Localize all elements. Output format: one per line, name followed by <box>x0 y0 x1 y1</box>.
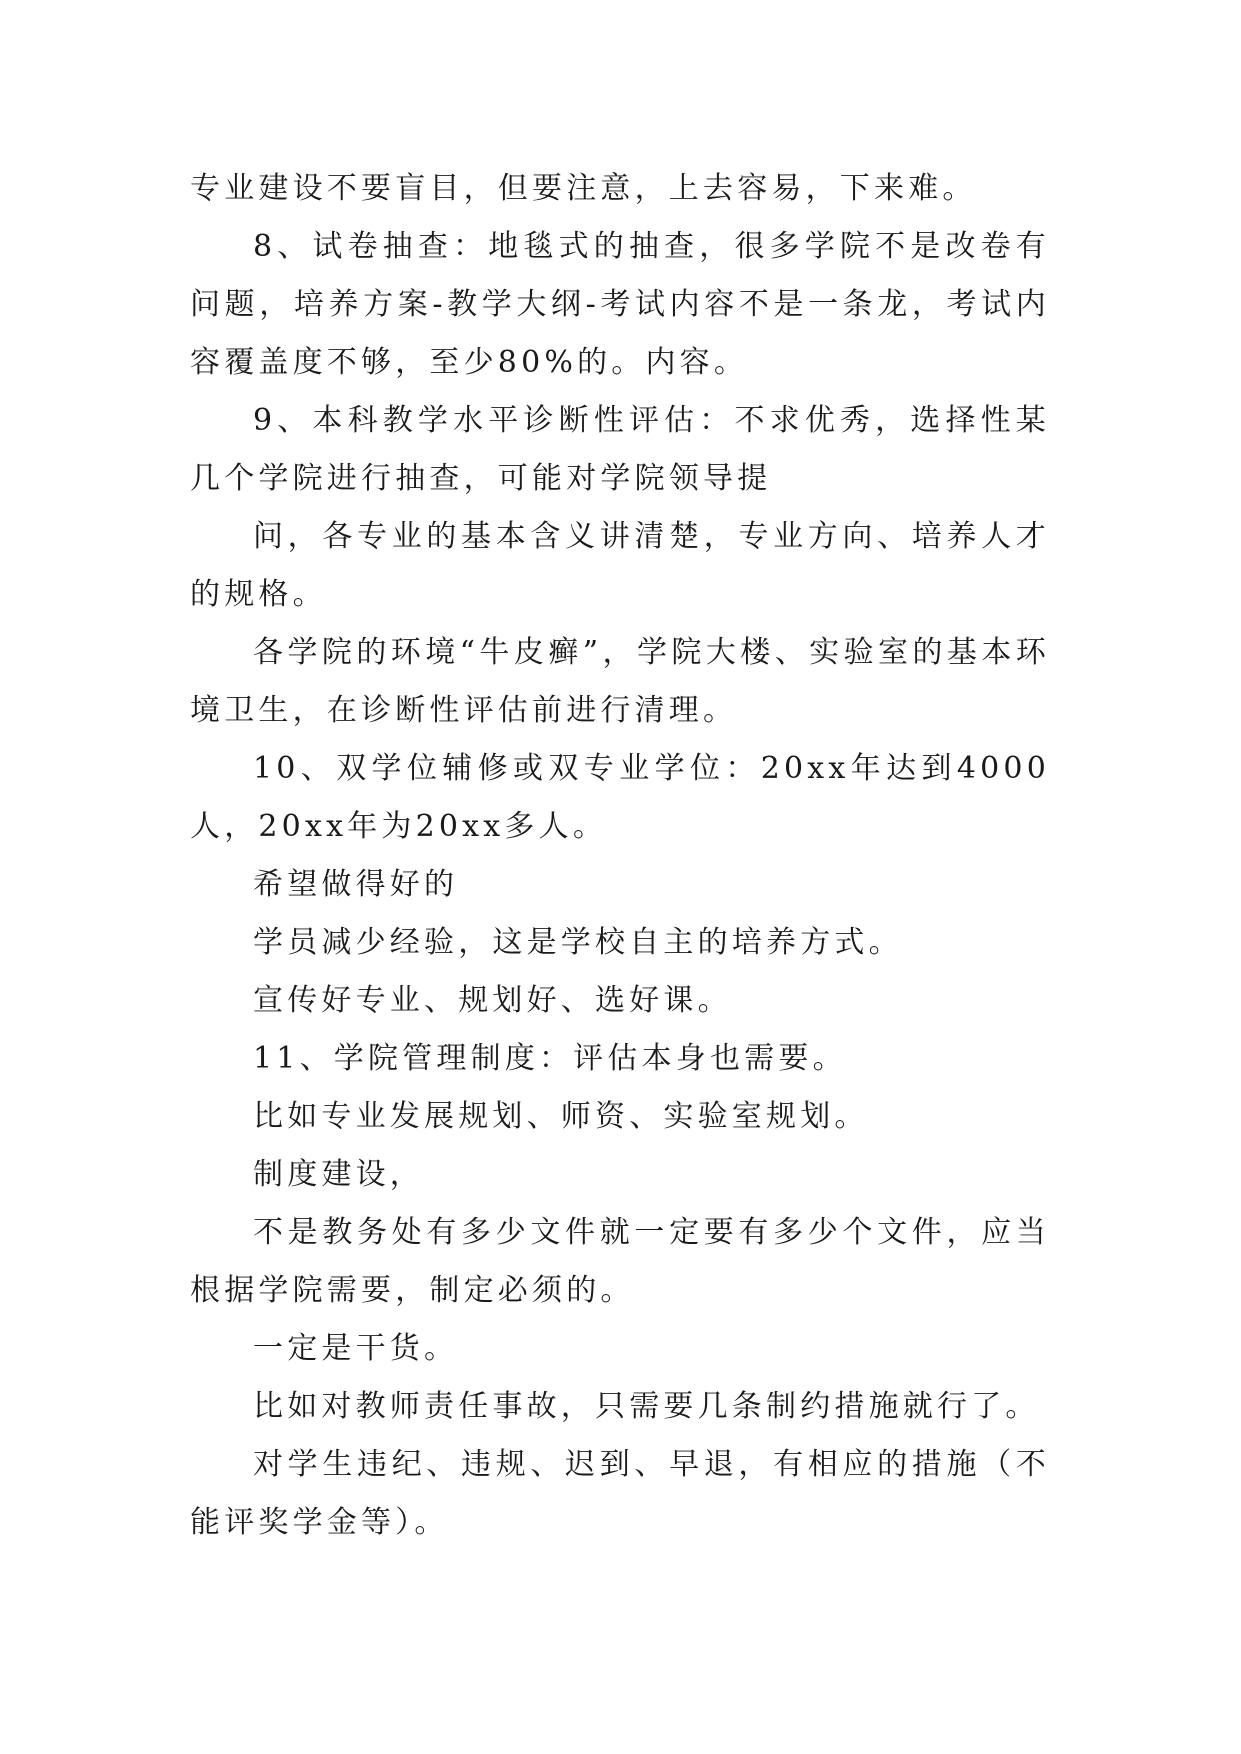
paragraph: 专业建设不要盲目，但要注意，上去容易，下来难。 <box>190 171 977 206</box>
paragraph: 问，各专业的基本含义讲清楚，专业方向、培养人才的规格。 <box>190 519 1050 612</box>
paragraph: 比如专业发展规划、师资、实验室规划。 <box>253 1099 869 1134</box>
paragraph: 11、学院管理制度：评估本身也需要。 <box>253 1041 847 1076</box>
paragraph: 各学院的环境“牛皮癣”，学院大楼、实验室的基本环境卫生，在诊断性评估前进行清理。 <box>190 635 1050 728</box>
document-body <box>190 160 1050 1552</box>
paragraph: 8、试卷抽查：地毯式的抽查，很多学院不是改卷有问题，培养方案-教学大纲-考试内容不是一条龙，考试内容覆盖度不够，至少80%的。内容。 <box>190 229 1050 380</box>
paragraph: 10、双学位辅修或双专业学位：20xx年达到4000人，20xx年为20xx多人。 <box>190 751 1050 844</box>
paragraph: 不是教务处有多少文件就一定要有多少个文件，应当根据学院需要，制定必须的。 <box>190 1215 1050 1308</box>
paragraph: 学员减少经验，这是学校自主的培养方式。 <box>253 925 903 960</box>
paragraph: 一定是干货。 <box>253 1331 459 1366</box>
paragraph: 制度建设， <box>253 1157 424 1192</box>
paragraph: 9、本科教学水平诊断性评估：不求优秀，选择性某几个学院进行抽查，可能对学院领导提 <box>190 403 1050 496</box>
paragraph: 对学生违纪、违规、迟到、早退，有相应的措施（不能评奖学金等）。 <box>190 1447 1050 1540</box>
paragraph: 宣传好专业、规划好、选好课。 <box>253 983 732 1018</box>
paragraph: 比如对教师责任事故，只需要几条制约措施就行了。 <box>253 1389 1040 1424</box>
paragraph: 希望做得好的 <box>253 867 459 902</box>
